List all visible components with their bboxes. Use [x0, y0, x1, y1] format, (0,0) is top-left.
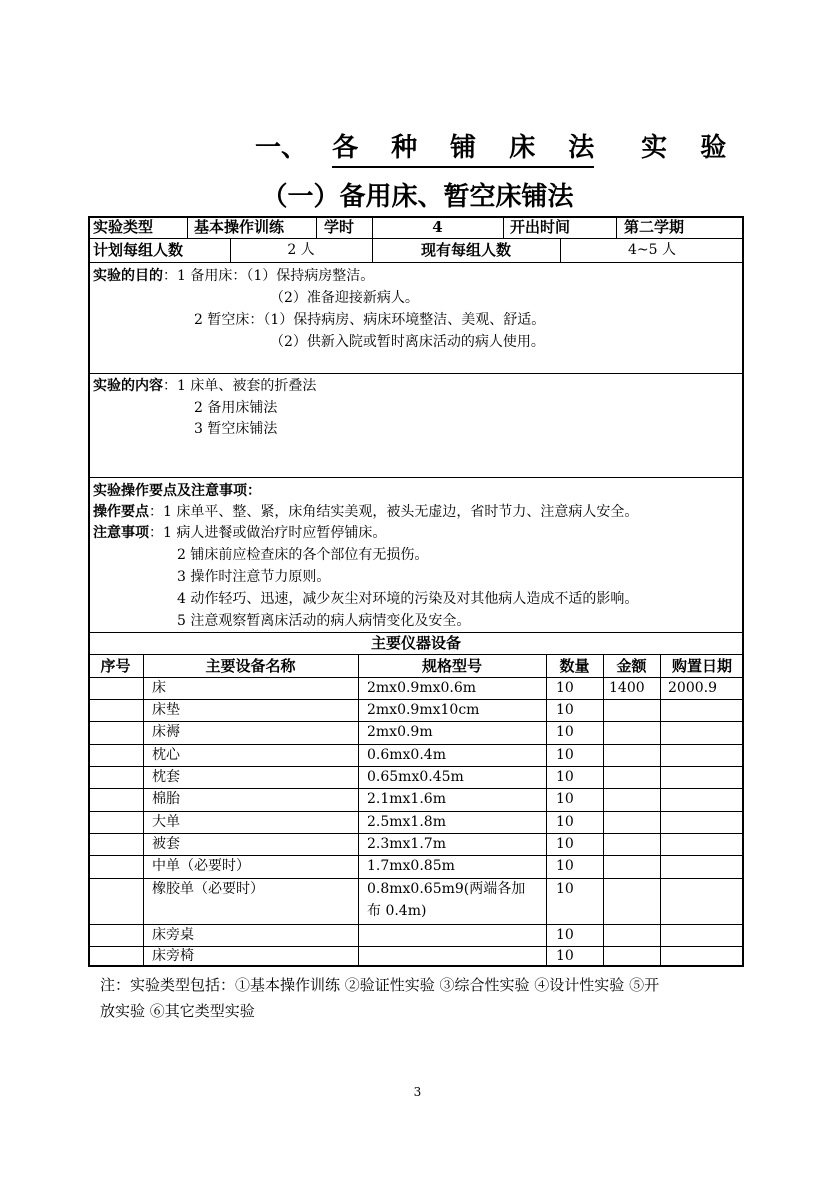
equipment-spec: 2mx0.9mx0.6m [367, 680, 477, 696]
section-title-underlined: 各 种 铺 床 法 [332, 127, 594, 168]
section-title [255, 127, 738, 168]
equipment-qty: 10 [556, 680, 574, 696]
footnote-line: 注：实验类型包括：①基本操作训练 ②验证性实验 ③综合性实验 ④设计性实验 ⑤开 [100, 976, 660, 994]
header-index: 序号 [100, 657, 131, 675]
section-number: 一、 [255, 133, 308, 163]
key-points-line: 操作要点：1 床单平、整、紧，床角结实美观，被头无虚边，省时节力、注意病人安全。 [93, 504, 639, 520]
section-suffix: 实 验 [641, 133, 739, 163]
header-amount: 金额 [616, 657, 647, 675]
time-value: 第二学期 [624, 218, 685, 236]
divider [88, 373, 744, 374]
current-label: 现有每组人数 [420, 241, 511, 259]
page-number: 3 [413, 1085, 422, 1099]
equipment-name: 大单 [152, 814, 180, 830]
header-qty: 数量 [559, 657, 590, 675]
divider [660, 654, 661, 967]
type-value: 基本操作训练 [194, 218, 285, 236]
footnote [100, 972, 750, 1024]
divider [88, 477, 744, 478]
plan-label: 计划每组人数 [93, 241, 184, 259]
content-label: 实验的内容 [93, 378, 163, 394]
equipment-name: 床旁桌 [152, 927, 194, 943]
divider [316, 216, 317, 238]
equipment-name: 棉胎 [152, 791, 180, 807]
equipment-spec: 0.65mx0.45m [367, 769, 464, 785]
divider [187, 216, 188, 238]
equipment-qty: 10 [556, 881, 574, 897]
equipment-name: 床垫 [152, 702, 180, 718]
divider [616, 216, 617, 238]
equipment-qty: 10 [556, 769, 574, 785]
divider [143, 654, 144, 967]
header-spec: 规格型号 [421, 657, 482, 675]
equipment-spec: 2.5mx1.8m [367, 814, 446, 830]
caution-line: 2 铺床前应检查床的各个部位有无损伤。 [177, 547, 429, 563]
equipment-spec: 2.1mx1.6m [367, 791, 446, 807]
equipment-spec: 0.6mx0.4m [367, 747, 446, 763]
equipment-spec: 1.7mx0.85m [367, 858, 455, 874]
equipment-spec: 2.3mx1.7m [367, 836, 446, 852]
purpose-label: 实验的目的 [93, 268, 163, 284]
caution-line: 4 动作轻巧、迅速，减少灰尘对环境的污染及对其他病人造成不适的影响。 [177, 591, 639, 607]
current-value: 4~5 人 [628, 242, 676, 258]
content-line: 2 备用床铺法 [194, 400, 278, 416]
equipment-name: 床 [152, 680, 166, 696]
content-line: 实验的内容：1 床单、被套的折叠法 [93, 378, 317, 394]
equipment-name: 床旁椅 [152, 948, 194, 964]
equipment-qty: 10 [556, 747, 574, 763]
header-date: 购置日期 [671, 657, 732, 675]
equipment-name: 枕心 [152, 747, 180, 763]
equipment-qty: 10 [556, 836, 574, 852]
equipment-spec-continued: 布 0.4m) [367, 903, 427, 919]
type-label: 实验类型 [93, 218, 154, 236]
equipment-spec: 2mx0.9m [367, 724, 433, 740]
caution-line: 5 注意观察暂离床活动的病人病情变化及安全。 [177, 613, 471, 629]
divider [358, 654, 359, 967]
hours-label: 学时 [324, 218, 355, 236]
equipment-name: 中单（必要时） [152, 858, 250, 874]
caution-line: 注意事项：1 病人进餐或做治疗时应暂停铺床。 [93, 525, 387, 541]
divider [603, 654, 604, 967]
purpose-line: （2）供新入院或暂时离床活动的病人使用。 [270, 334, 545, 350]
equipment-qty: 10 [556, 858, 574, 874]
caution-line: 3 操作时注意节力原则。 [177, 569, 331, 585]
header-name: 主要设备名称 [205, 657, 296, 675]
divider [546, 654, 547, 967]
equipment-name: 被套 [152, 836, 180, 852]
divider [88, 262, 744, 263]
equipment-amount: 1400 [609, 680, 645, 696]
content-line: 3 暂空床铺法 [194, 421, 278, 437]
equipment-spec: 0.8mx0.65m9(两端各加 [367, 881, 526, 897]
purpose-line: 实验的目的：1 备用床：（1）保持病房整洁。 [93, 268, 375, 284]
plan-value: 2 人 [287, 242, 315, 258]
notes-title: 实验操作要点及注意事项： [93, 483, 261, 499]
time-label: 开出时间 [510, 218, 571, 236]
caution-label: 注意事项 [93, 525, 149, 541]
equipment-date: 2000.9 [668, 680, 717, 696]
equipment-name: 橡胶单（必要时） [152, 881, 264, 897]
equipment-name: 枕套 [152, 769, 180, 785]
equipment-qty: 10 [556, 948, 574, 964]
equipment-spec: 2mx0.9mx10cm [367, 702, 480, 718]
equipment-name: 床褥 [152, 724, 180, 740]
divider [503, 216, 504, 238]
equipment-qty: 10 [556, 702, 574, 718]
footnote-line: 放实验 ⑥其它类型实验 [100, 1002, 255, 1020]
purpose-line: （2）准备迎接新病人。 [270, 290, 419, 306]
equipment-qty: 10 [556, 814, 574, 830]
equipment-qty: 10 [556, 791, 574, 807]
equipment-qty: 10 [556, 927, 574, 943]
purpose-line: 2 暂空床：（1）保持病房、病床环境整洁、美观、舒适。 [194, 312, 546, 328]
subsection-title: （一）备用床、暂空床铺法 [261, 182, 574, 212]
hours-value: 4 [432, 218, 443, 236]
key-points-label: 操作要点 [93, 504, 149, 520]
equipment-title: 主要仪器设备 [370, 634, 461, 652]
equipment-qty: 10 [556, 724, 574, 740]
